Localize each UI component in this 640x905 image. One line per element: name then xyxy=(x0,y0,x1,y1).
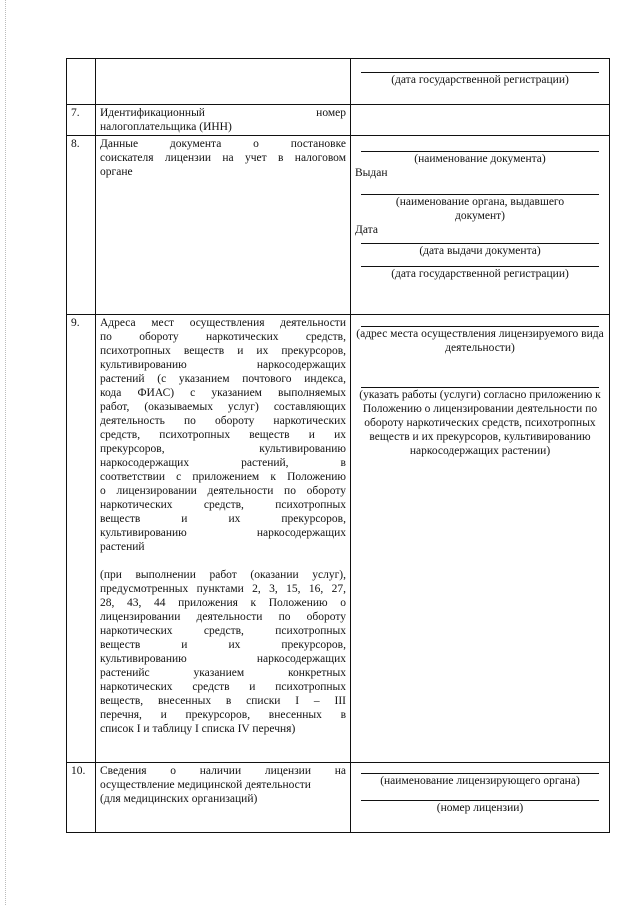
row-number: 8. xyxy=(67,136,96,315)
row-value xyxy=(351,59,610,105)
field-caption: (указать работы (услуги) согласно приложению к Положению о лицензировании деятельности по обороту наркотических средств, психотропных веществ и их прекурсоров, культивированию наркосодержащих растении) xyxy=(359,389,601,457)
row-number xyxy=(67,59,96,105)
row-number: 7. xyxy=(67,105,96,136)
table-row-8 xyxy=(67,136,610,315)
row-description: Идентификационный номер налогоплательщика (ИНН) xyxy=(96,105,351,136)
tax-registration-fields xyxy=(351,136,610,315)
field-caption: (номер лицензии) xyxy=(436,802,524,814)
field-caption: (наименование лицензирующего органа) xyxy=(380,775,580,787)
field-caption: (дата выдачи документа) xyxy=(419,245,541,257)
table-row-9 xyxy=(67,315,610,763)
field-caption: (адрес места осуществления лицензируемого вида деятельности) xyxy=(356,328,604,354)
medical-license-fields xyxy=(351,763,610,833)
field-caption: (наименование органа, выдавшего документ) xyxy=(395,196,565,222)
table-row-continuation xyxy=(67,59,610,105)
field-caption: (наименование документа) xyxy=(414,153,546,165)
row-description: Адреса мест осуществления деятельности по обороту наркотических средств, психотропных веществ и их прекурсоров, культивированию наркосодержащих растений (с указанием почтового индекса, кода ФИАС) с указанием выполняемых работ, (оказываемых услуг) составляющих деятельность по обороту наркотических средств, психотропных веществ и их прекурсоров, культивированию наркосодержащих растений, в соответствии с приложением к Положению о лицензировании деятельности по обороту наркотических средств, психотропных веществ и их прекурсоров, культивированию наркосодержащих растений (при выполнении работ (оказании услуг), предусмотренных пунктами 2, 3, 15, 16, 27, 28, 43, 44 приложения к Положению о лицензировании деятельности по обороту наркотических средств, психотропных веществ и их прекурсоров, культивированию наркосодержащих растенийс указанием конкретных наркотических средств и психотропных веществ, внесенных в списки I – III перечня, и прекурсоров, внесенных в список I и таблицу I списка IV перечня) xyxy=(96,315,351,763)
row-description xyxy=(96,59,351,105)
field-caption: (дата государственной регистрации) xyxy=(391,268,569,280)
license-application-table xyxy=(66,58,610,833)
table-row-7 xyxy=(67,105,610,136)
field-caption: (дата государственной регистрации) xyxy=(391,74,569,86)
table-row-10 xyxy=(67,763,610,833)
scan-margin-mark xyxy=(5,0,7,905)
field-label-date: Дата xyxy=(355,224,378,236)
field-label-issued: Выдан xyxy=(355,167,388,179)
inn-value-field[interactable] xyxy=(351,105,610,136)
activity-address-fields xyxy=(351,315,610,763)
row-number: 10. xyxy=(67,763,96,833)
row-number: 9. xyxy=(67,315,96,763)
row-description: Данные документа о постановке соискателя лицензии на учет в налоговом органе xyxy=(96,136,351,315)
row-description: Сведения о наличии лицензии на осуществление медицинской деятельности (для медицинских организаций) xyxy=(96,763,351,833)
